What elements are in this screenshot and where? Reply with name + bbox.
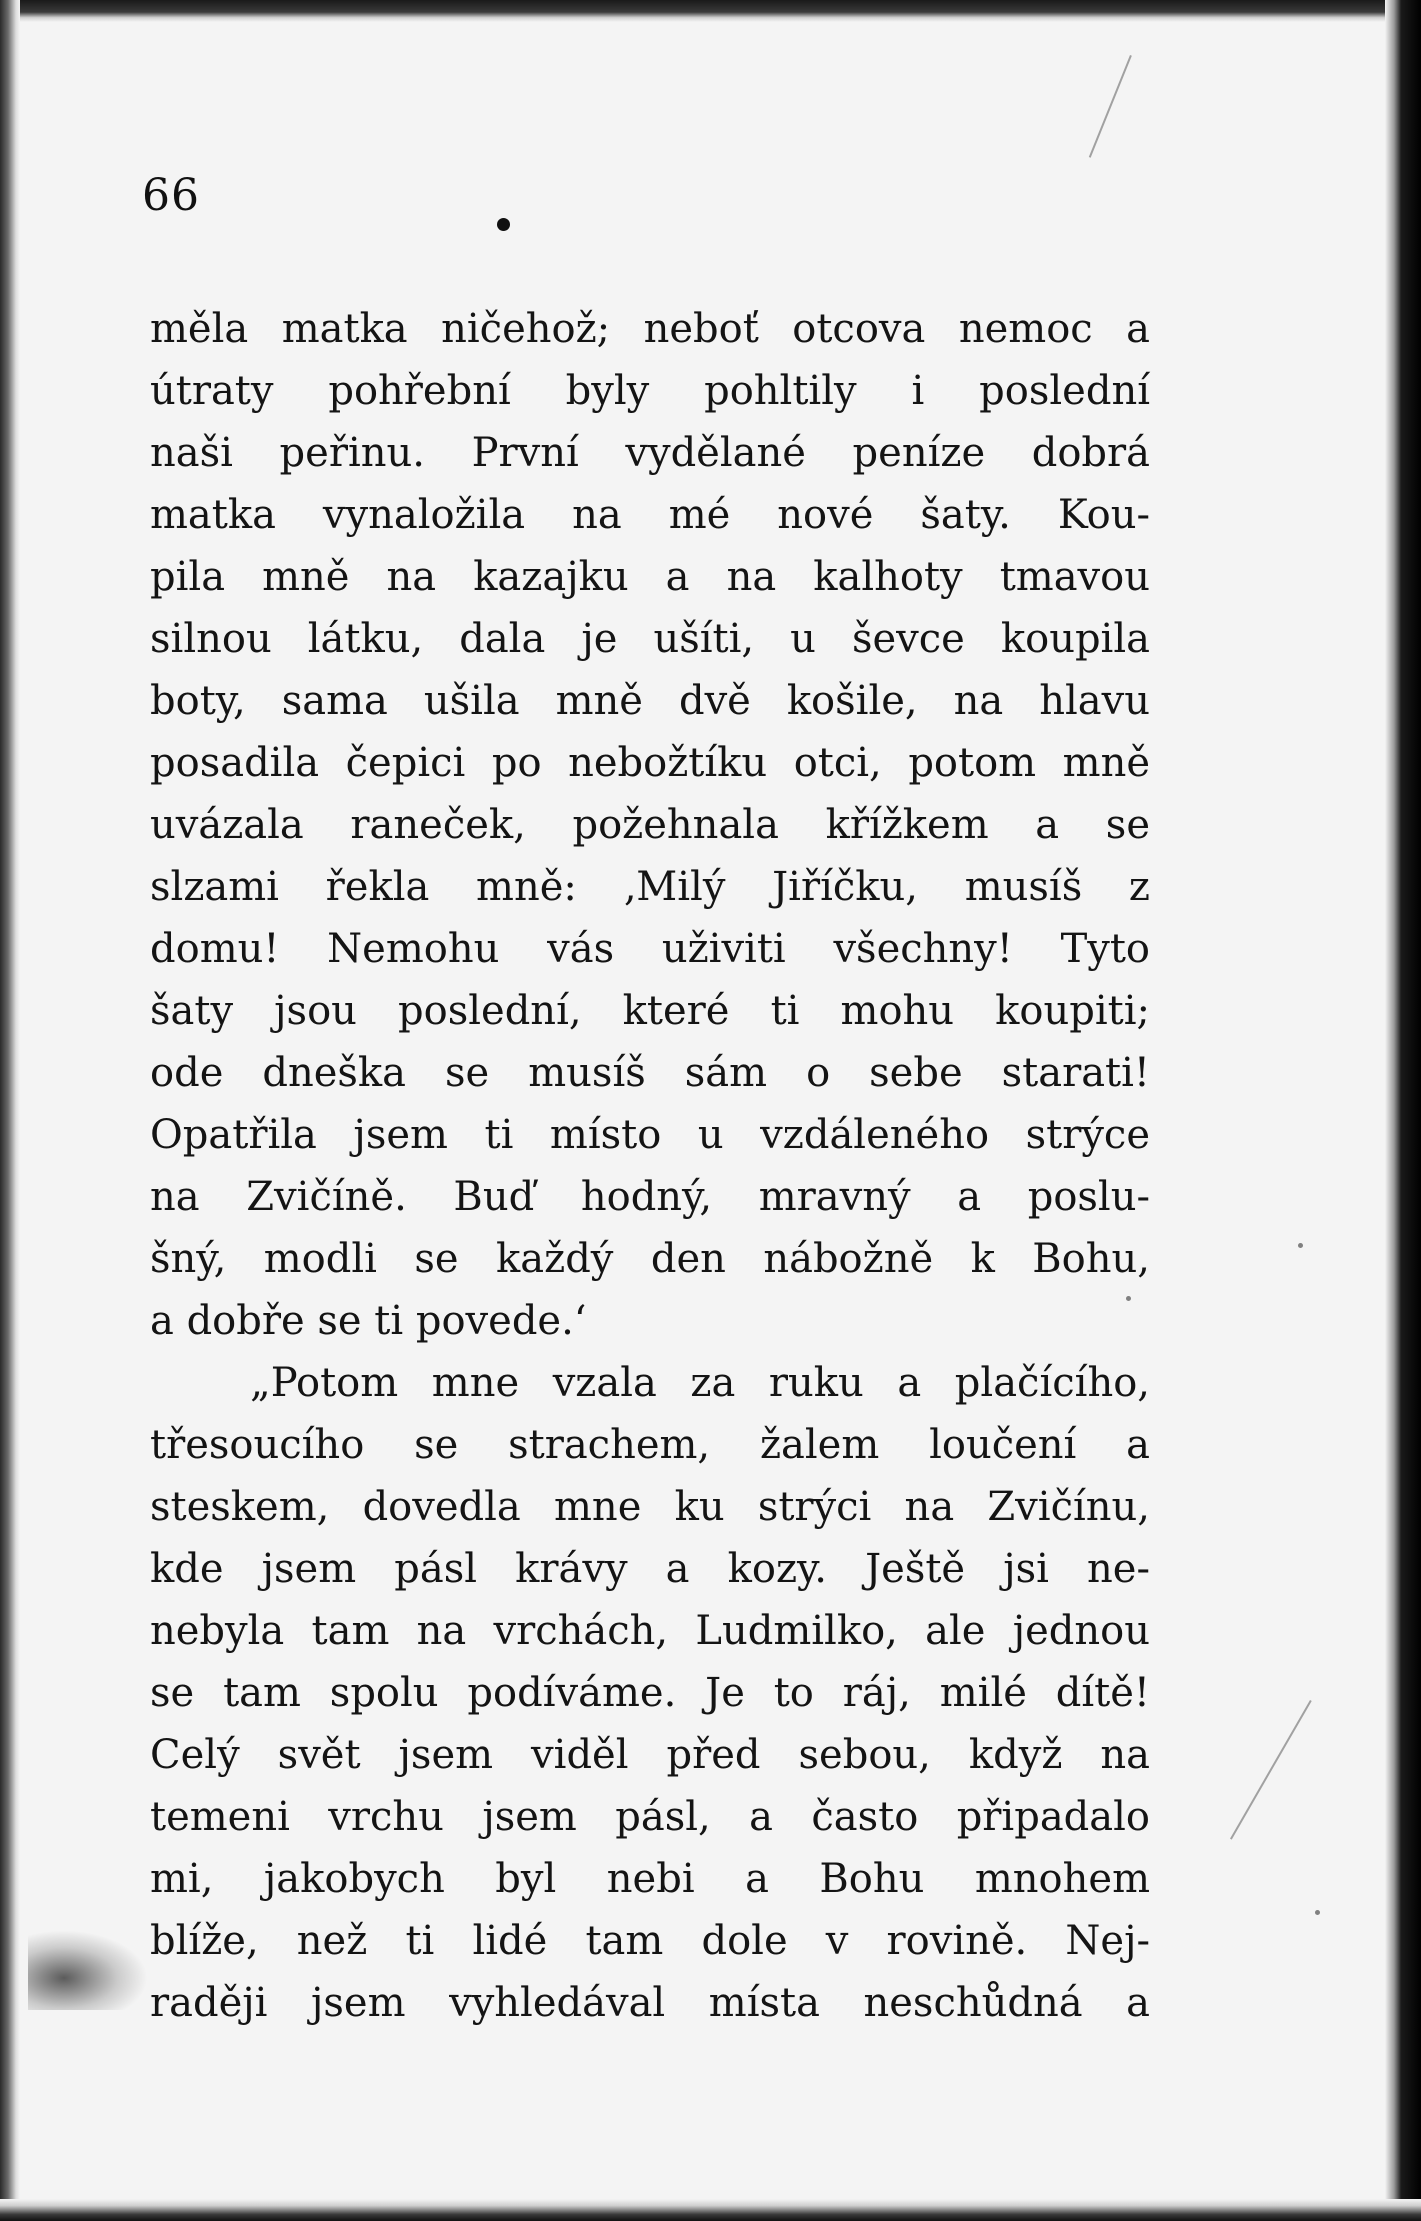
body-text	[150, 298, 1150, 2034]
text-line: na Zvičíně. Buď hodný, mravný a poslu-	[150, 1174, 1150, 1220]
text-line: posadila čepici po nebožtíku otci, potom mně	[150, 740, 1150, 786]
text-line: naši peřinu. První vydělané peníze dobrá	[150, 430, 1150, 476]
text-line: boty, sama ušila mně dvě košile, na hlavu	[150, 678, 1150, 724]
text-line: třesoucího se strachem, žalem loučení a	[150, 1422, 1150, 1468]
text-line: Opatřila jsem ti místo u vzdáleného strýce	[150, 1112, 1150, 1158]
text-line: nebyla tam na vrchách, Ludmilko, ale jednou	[150, 1608, 1150, 1654]
paragraph-end-line: a dobře se ti povede.‘	[150, 1298, 587, 1344]
text-line: se tam spolu podíváme. Je to ráj, milé dítě!	[150, 1670, 1150, 1716]
paper-speck	[1298, 1243, 1303, 1248]
text-line: pila mně na kazajku a na kalhoty tmavou	[150, 554, 1150, 600]
text-line: blíže, než ti lidé tam dole v rovině. Nej-	[150, 1918, 1150, 1964]
paragraph-start-line: „Potom mne vzala za ruku a plačícího,	[250, 1360, 1150, 1406]
scan-top-edge	[0, 0, 1421, 22]
text-line: steskem, dovedla mne ku strýci na Zvičínu,	[150, 1484, 1150, 1530]
paper-speck	[1315, 1910, 1320, 1915]
text-line: silnou látku, dala je ušíti, u ševce koupila	[150, 616, 1150, 662]
scan-right-edge	[1385, 0, 1421, 2221]
text-line: kde jsem pásl krávy a kozy. Ještě jsi ne-	[150, 1546, 1150, 1592]
text-line: domu! Nemohu vás uživiti všechny! Tyto	[150, 926, 1150, 972]
text-line: mi, jakobych byl nebi a Bohu mnohem	[150, 1856, 1150, 1902]
text-line: slzami řekla mně: ‚Milý Jiříčku, musíš z	[150, 864, 1150, 910]
text-line: uvázala raneček, požehnala křížkem a se	[150, 802, 1150, 848]
text-line: šný, modli se každý den nábožně k Bohu,	[150, 1236, 1150, 1282]
scan-bottom-edge	[0, 2199, 1421, 2221]
text-line: Celý svět jsem viděl před sebou, když na	[150, 1732, 1150, 1778]
scan-left-edge	[0, 0, 20, 2221]
text-line: matka vynaložila na mé nové šaty. Kou-	[150, 492, 1150, 538]
text-line: měla matka ničehož; neboť otcova nemoc a	[150, 306, 1150, 352]
text-line: temeni vrchu jsem pásl, a často připadalo	[150, 1794, 1150, 1840]
text-line: raději jsem vyhledával místa neschůdná a	[150, 1980, 1150, 2026]
printer-mark	[497, 218, 510, 231]
text-line: útraty pohřební byly pohltily i poslední	[150, 368, 1150, 414]
text-line: šaty jsou poslední, které ti mohu koupiti;	[150, 988, 1150, 1034]
page-number: 66	[142, 170, 200, 221]
text-line: ode dneška se musíš sám o sebe starati!	[150, 1050, 1150, 1096]
